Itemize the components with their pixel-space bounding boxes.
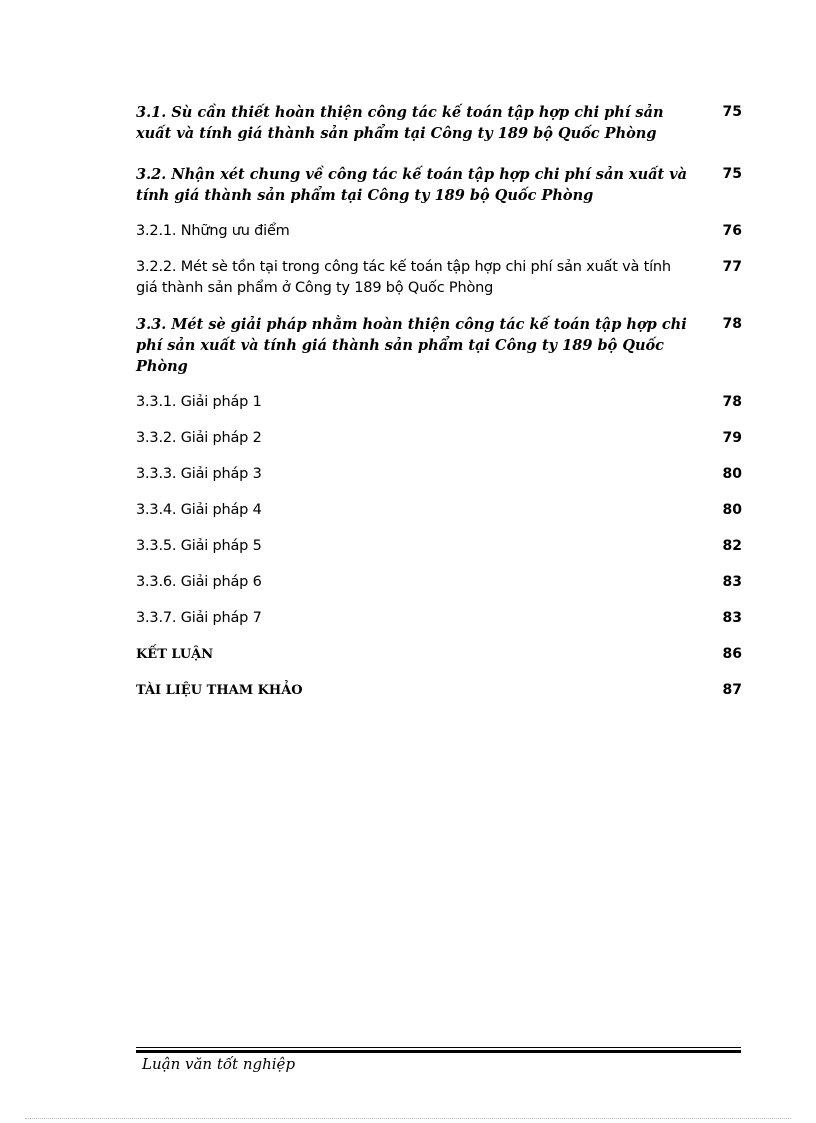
toc-entry-page: 82 — [722, 538, 742, 554]
toc-entry-3-3-2 — [136, 428, 742, 449]
toc-entry-page: 79 — [722, 430, 742, 446]
toc-entry-3-2-1 — [136, 221, 742, 242]
toc-entry-page: 80 — [722, 466, 742, 482]
toc-entry-page: 87 — [722, 682, 742, 698]
toc-entry-page: 78 — [722, 394, 742, 410]
toc-entry-3-2-2 — [136, 257, 742, 299]
toc-entry-page: 83 — [722, 574, 742, 590]
toc-entry-title: 3.3.3. Giải pháp 3 — [136, 466, 262, 482]
footer-divider — [136, 1047, 741, 1053]
toc-entry-3-3-5 — [136, 536, 742, 557]
toc-entry-title: 3.3.1. Giải pháp 1 — [136, 394, 262, 410]
toc-entry-title: 3.3.4. Giải pháp 4 — [136, 502, 262, 518]
toc-entry-title: 3.3.5. Giải pháp 5 — [136, 538, 262, 554]
toc-entry-title: 3.2. Nhận xét chung về công tác kế toán tập hợp chi phí sản xuất và tính giá thành sản phẩm tại Công ty 189 bộ Quốc Phòng — [136, 166, 688, 204]
toc-entry-title: TÀI LIỆU THAM KHẢO — [136, 683, 303, 698]
toc-entry-title: 3.3.7. Giải pháp 7 — [136, 610, 262, 626]
toc-entry-title: 3.2.1. Những ưu điểm — [136, 223, 290, 239]
table-of-contents — [136, 102, 742, 701]
toc-entry-page: 75 — [722, 166, 742, 182]
toc-entry-page: 86 — [722, 646, 742, 662]
footer-text: Luận văn tốt nghiệp — [142, 1055, 296, 1073]
toc-entry-3-3-3 — [136, 464, 742, 485]
toc-entry-3-3-6 — [136, 572, 742, 593]
toc-entry-page: 83 — [722, 610, 742, 626]
toc-entry-page: 77 — [722, 259, 742, 275]
toc-entry-title: 3.3. Mét sè giải pháp nhằm hoàn thiện công tác kế toán tập hợp chi phí sản xuất và tính giá thành sản phẩm tại Công ty 189 bộ Quốc Phòng — [136, 316, 687, 375]
toc-entry-tai-lieu — [136, 680, 742, 701]
toc-entry-ket-luan — [136, 644, 742, 665]
toc-entry-3-3 — [136, 314, 742, 377]
toc-entry-title: 3.3.2. Giải pháp 2 — [136, 430, 262, 446]
toc-entry-3-3-1 — [136, 392, 742, 413]
toc-entry-title: KẾT LUẬN — [136, 647, 214, 662]
toc-entry-page: 78 — [722, 316, 742, 332]
toc-entry-3-2 — [136, 164, 742, 206]
page-bottom-border — [25, 1118, 791, 1119]
toc-entry-page: 80 — [722, 502, 742, 518]
toc-entry-page: 75 — [722, 104, 742, 120]
toc-entry-title: 3.3.6. Giải pháp 6 — [136, 574, 262, 590]
toc-entry-3-3-7 — [136, 608, 742, 629]
toc-entry-3-1 — [136, 102, 742, 144]
toc-entry-page: 76 — [722, 223, 742, 239]
toc-entry-title: 3.2.2. Mét sè tồn tại trong công tác kế toán tập hợp chi phí sản xuất và tính giá thành sản phẩm ở Công ty 189 bộ Quốc Phòng — [136, 259, 671, 296]
toc-entry-title: 3.1. Sù cần thiết hoàn thiện công tác kế toán tập hợp chi phí sản xuất và tính giá thành sản phẩm tại Công ty 189 bộ Quốc Phòng — [136, 104, 664, 142]
toc-entry-3-3-4 — [136, 500, 742, 521]
